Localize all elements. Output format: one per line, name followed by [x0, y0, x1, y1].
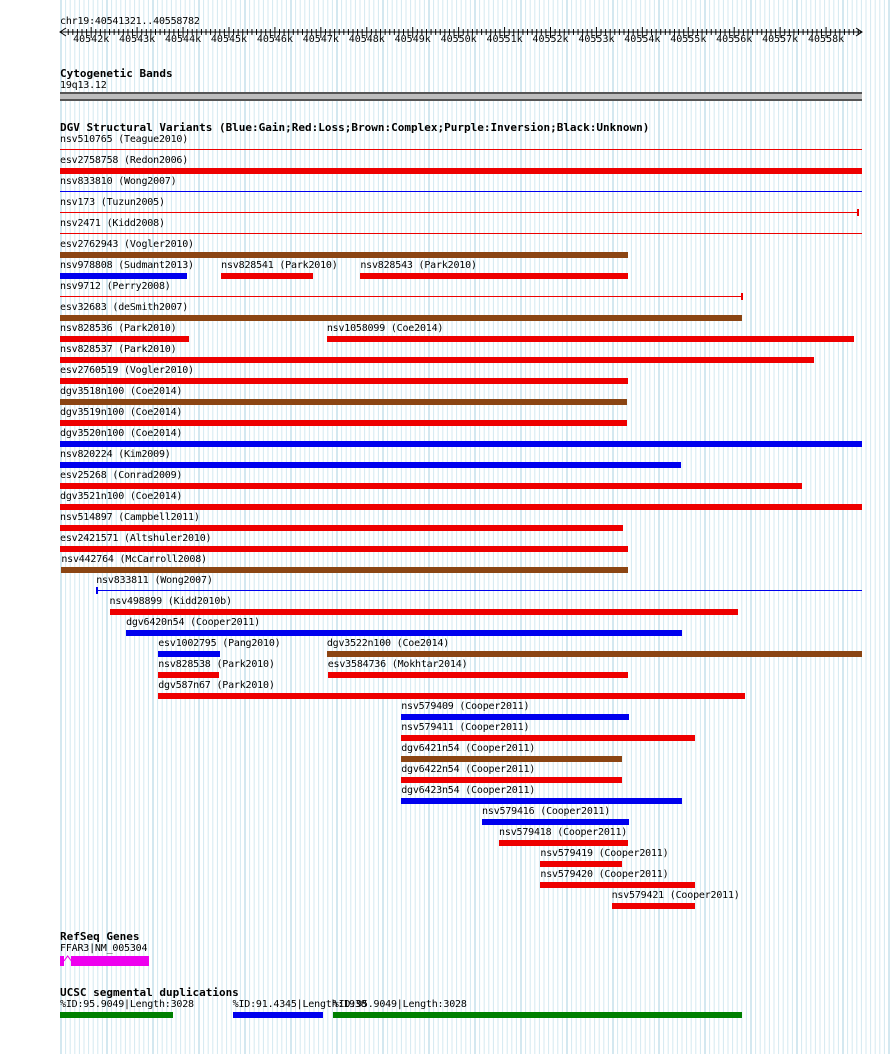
variant-bar[interactable]	[60, 233, 862, 234]
variant-label: esv32683 (deSmith2007)	[60, 302, 189, 313]
ruler-tick-label: 40558k	[808, 34, 845, 45]
variant-bar[interactable]	[60, 378, 628, 384]
segdup-bar[interactable]	[60, 1012, 173, 1018]
variant-bar[interactable]	[60, 212, 858, 213]
variant-label: nsv510765 (Teague2010)	[60, 134, 189, 145]
variant-label: esv2758758 (Redon2006)	[60, 155, 189, 166]
variant-label: nsv579421 (Cooper2011)	[611, 890, 740, 901]
segdup-bar[interactable]	[333, 1012, 742, 1018]
variant-label: nsv498899 (Kidd2010b)	[109, 596, 232, 607]
variant-label: nsv828537 (Park2010)	[60, 344, 177, 355]
ruler-tick-label: 40547k	[302, 34, 339, 45]
variant-bar[interactable]	[158, 651, 220, 657]
variant-bar[interactable]	[482, 819, 629, 825]
variant-start-cap	[96, 587, 98, 594]
variant-label: nsv2471 (Kidd2008)	[60, 218, 165, 229]
variant-bar[interactable]	[401, 798, 682, 804]
variant-bar[interactable]	[60, 525, 623, 531]
variant-label: esv25268 (Conrad2009)	[60, 470, 183, 481]
gene-intron-line	[64, 956, 71, 961]
ruler-tick-label: 40557k	[762, 34, 799, 45]
variant-label: nsv579419 (Cooper2011)	[540, 848, 669, 859]
variant-label: dgv3521n100 (Coe2014)	[60, 491, 183, 502]
ruler-tick-label: 40551k	[486, 34, 523, 45]
variant-label: esv2421571 (Altshuler2010)	[60, 533, 212, 544]
ruler-tick-label: 40544k	[164, 34, 202, 45]
variant-bar[interactable]	[60, 252, 628, 258]
variant-bar[interactable]	[60, 441, 862, 447]
variant-bar[interactable]	[327, 651, 862, 657]
ruler-tick-label: 40552k	[532, 34, 569, 45]
variant-label: nsv579411 (Cooper2011)	[401, 722, 530, 733]
variant-bar[interactable]	[60, 504, 862, 510]
ruler-tick-label: 40545k	[210, 34, 248, 45]
variant-label: nsv9712 (Perry2008)	[60, 281, 171, 292]
ruler-tick-label: 40549k	[394, 34, 431, 45]
variant-bar[interactable]	[60, 273, 187, 279]
variant-label: nsv828538 (Park2010)	[158, 659, 275, 670]
variant-bar[interactable]	[60, 191, 862, 192]
segdup-bar[interactable]	[233, 1012, 323, 1018]
variant-label: nsv828536 (Park2010)	[60, 323, 177, 334]
variant-bar[interactable]	[401, 735, 695, 741]
variant-label: nsv579420 (Cooper2011)	[540, 869, 669, 880]
variant-bar[interactable]	[540, 861, 622, 867]
variant-bar[interactable]	[158, 693, 745, 699]
variant-bar[interactable]	[60, 149, 862, 150]
variant-bar[interactable]	[499, 840, 628, 846]
variant-label: nsv579409 (Cooper2011)	[401, 701, 530, 712]
variant-bar[interactable]	[60, 315, 742, 321]
ruler-tick-label: 40555k	[670, 34, 707, 45]
variant-bar[interactable]	[60, 462, 681, 468]
variant-label: nsv442764 (McCarroll2008)	[61, 554, 207, 565]
gene-exon[interactable]	[71, 956, 149, 966]
refseq-track-title: RefSeq Genes	[60, 930, 140, 943]
variant-label: nsv828543 (Park2010)	[360, 260, 477, 271]
variant-label: nsv579416 (Cooper2011)	[482, 806, 611, 817]
ruler-tick-label: 40548k	[348, 34, 385, 45]
variant-label: dgv3518n100 (Coe2014)	[60, 386, 183, 397]
variant-bar[interactable]	[60, 483, 802, 489]
variant-label: dgv587n67 (Park2010)	[158, 680, 275, 691]
variant-bar[interactable]	[60, 336, 189, 342]
variant-bar[interactable]	[540, 882, 695, 888]
ruler-tick-label: 40556k	[716, 34, 753, 45]
variant-label: nsv514897 (Campbell2011)	[60, 512, 200, 523]
variant-label: dgv6423n54 (Cooper2011)	[401, 785, 536, 796]
variant-label: nsv833811 (Wong2007)	[96, 575, 213, 586]
ruler-tick-label: 40543k	[119, 34, 156, 45]
variant-label: nsv833810 (Wong2007)	[60, 176, 177, 187]
variant-bar[interactable]	[221, 273, 312, 279]
variant-label: dgv6422n54 (Cooper2011)	[401, 764, 536, 775]
variant-bar[interactable]	[158, 672, 219, 678]
gene-intron	[64, 955, 73, 967]
variant-bar[interactable]	[401, 756, 621, 762]
variant-bar[interactable]	[110, 609, 738, 615]
variant-label: esv3584736 (Mokhtar2014)	[327, 659, 468, 670]
variant-end-cap	[741, 293, 743, 300]
segdup-track-title: UCSC segmental duplications	[60, 986, 239, 999]
variant-bar[interactable]	[60, 546, 628, 552]
variant-bar[interactable]	[612, 903, 696, 909]
variant-label: nsv173 (Tuzun2005)	[60, 197, 165, 208]
variant-label: esv2760519 (Vogler2010)	[60, 365, 194, 376]
variant-bar[interactable]	[327, 336, 854, 342]
variant-bar[interactable]	[328, 672, 628, 678]
variant-label: nsv1058099 (Coe2014)	[326, 323, 444, 334]
variant-label: esv1002795 (Pang2010)	[158, 638, 281, 649]
segdup-label: %ID:91.4345|Length:1938	[232, 999, 367, 1010]
variant-bar[interactable]	[60, 296, 742, 297]
dgv-track-title: DGV Structural Variants (Blue:Gain;Red:Loss;Brown:Complex;Purple:Inversion;Black:Unknown)	[60, 121, 650, 134]
segdup-label: %ID:95.9049|Length:3028	[332, 999, 467, 1010]
variant-label: nsv978808 (Sudmant2013)	[60, 260, 194, 271]
cytoband-bar[interactable]	[60, 92, 862, 101]
ruler-tick-label: 40554k	[624, 34, 661, 45]
variant-bar[interactable]	[401, 714, 629, 720]
variant-bar[interactable]	[401, 777, 622, 783]
segdup-label: %ID:95.9049|Length:3028	[60, 999, 194, 1010]
variant-label: nsv828541 (Park2010)	[221, 260, 338, 271]
variant-bar[interactable]	[60, 399, 627, 405]
cytoband-track-title: Cytogenetic Bands	[60, 67, 173, 80]
variant-label: nsv579418 (Cooper2011)	[499, 827, 628, 838]
variant-label: nsv820224 (Kim2009)	[60, 449, 171, 460]
refseq-gene-label: FFAR3|NM_005304	[60, 943, 148, 954]
variant-label: dgv3519n100 (Coe2014)	[60, 407, 183, 418]
ruler-tick-label: 40553k	[578, 34, 615, 45]
variant-bar[interactable]	[60, 420, 627, 426]
variant-bar[interactable]	[126, 630, 682, 636]
variant-label: dgv6420n54 (Cooper2011)	[126, 617, 260, 628]
position-label: chr19:40541321..40558782	[60, 16, 200, 27]
variant-bar[interactable]	[96, 590, 862, 591]
variant-bar[interactable]	[360, 273, 627, 279]
ruler-tick-label: 40550k	[440, 34, 477, 45]
variant-label: dgv3520n100 (Coe2014)	[60, 428, 183, 439]
ruler-tick-label: 40542k	[73, 34, 110, 45]
variant-label: esv2762943 (Vogler2010)	[60, 239, 194, 250]
cytoband-label: 19q13.12	[60, 80, 107, 91]
variant-label: dgv6421n54 (Cooper2011)	[401, 743, 536, 754]
variant-bar[interactable]	[60, 357, 814, 363]
variant-end-cap	[857, 209, 859, 216]
variant-bar[interactable]	[60, 168, 862, 174]
ruler-tick-label: 40546k	[256, 34, 293, 45]
variant-label: dgv3522n100 (Coe2014)	[326, 638, 450, 649]
variant-bar[interactable]	[61, 567, 627, 573]
